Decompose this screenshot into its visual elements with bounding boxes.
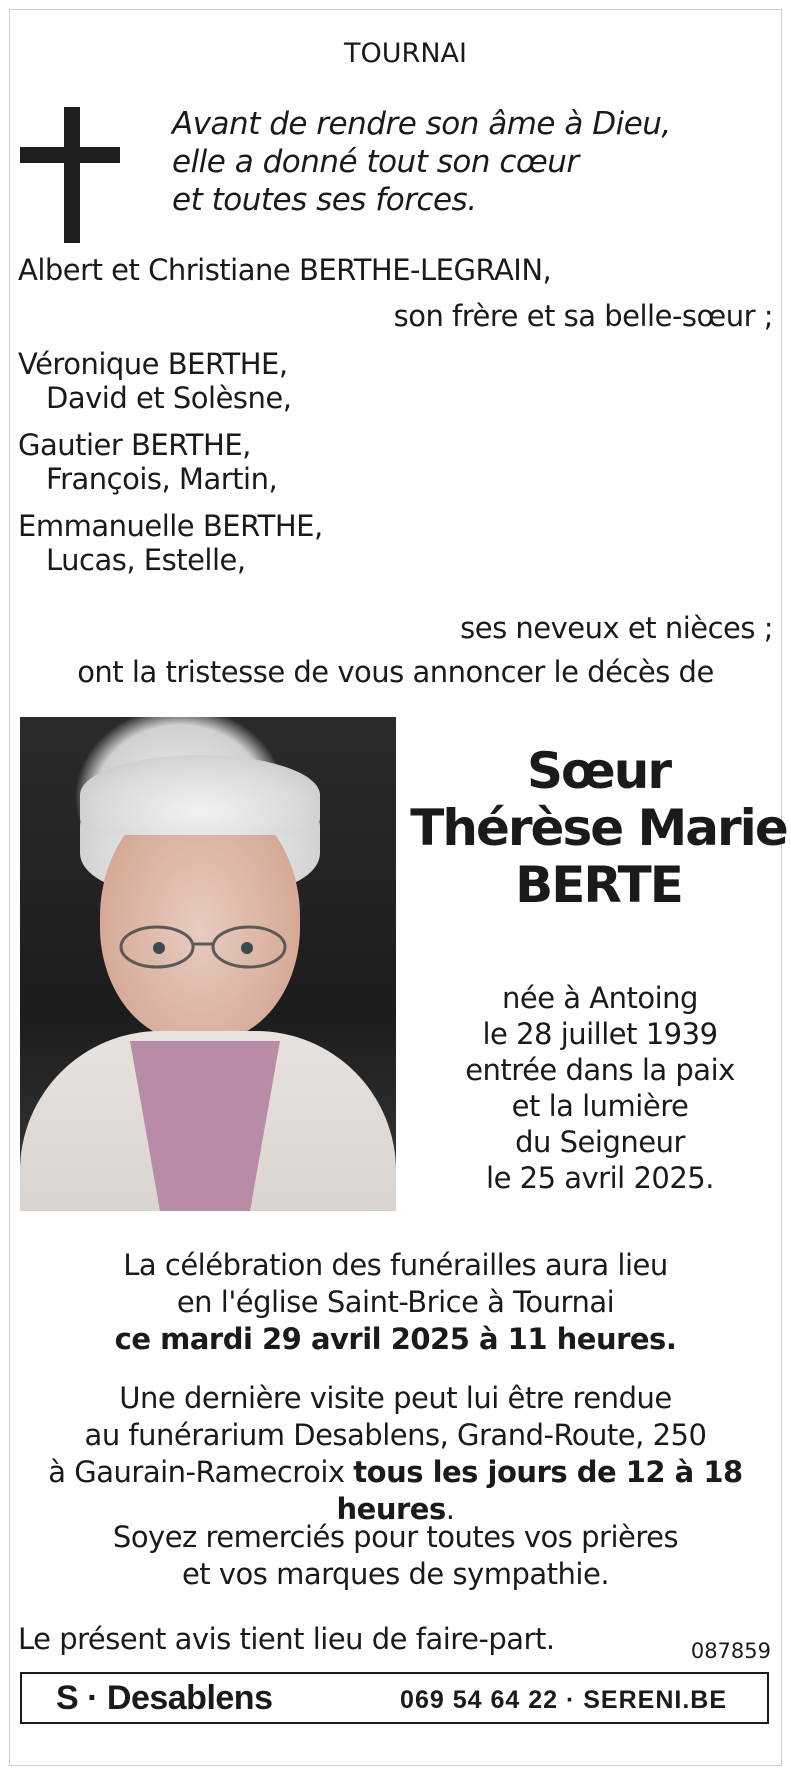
city-heading: TOURNAI xyxy=(344,38,467,69)
grandnephews-names: François, Martin, xyxy=(46,462,278,496)
obituary-notice xyxy=(10,10,787,1765)
visit-line: à Gaurain-Ramecroix tous les jours de 12 à 18 heures. xyxy=(48,1455,743,1526)
nephew-niece-name: Véronique BERTHE, xyxy=(18,347,288,381)
nephew-niece-name: Emmanuelle BERTHE, xyxy=(18,509,323,543)
nephew-niece-name: Gautier BERTHE, xyxy=(18,428,251,462)
reference-number: 087859 xyxy=(690,1639,771,1663)
epitaph-quote xyxy=(172,105,671,219)
visit-line: Une dernière visite peut lui être rendue xyxy=(119,1381,672,1415)
deceased-name xyxy=(396,743,791,914)
nephews-relation: ses neveux et nièces ; xyxy=(460,611,773,645)
bio-line: du Seigneur xyxy=(515,1125,685,1159)
bio-line: le 25 avril 2025. xyxy=(486,1161,714,1195)
quote-line: et toutes ses forces. xyxy=(172,182,477,218)
deceased-given-names: Thérèse Marie xyxy=(410,799,787,857)
bio-line: entrée dans la paix xyxy=(465,1053,735,1087)
deceased-bio xyxy=(420,980,780,1196)
funeral-date: ce mardi 29 avril 2025 à 11 heures. xyxy=(114,1322,677,1356)
cross-icon xyxy=(20,107,120,243)
deceased-photo xyxy=(20,717,396,1211)
grandnephews-names: Lucas, Estelle, xyxy=(46,543,246,577)
thanks-line: Soyez remerciés pour toutes vos prières xyxy=(112,1520,679,1554)
notice-line: Le présent avis tient lieu de faire-part. xyxy=(18,1622,555,1656)
grandnephews-names: David et Solèsne, xyxy=(46,381,292,415)
quote-line: elle a donné tout son cœur xyxy=(172,144,579,180)
funeral-line: La célébration des funérailles aura lieu xyxy=(123,1248,668,1282)
visitation-info xyxy=(10,1380,781,1528)
bio-line: et la lumière xyxy=(511,1089,689,1123)
family-list xyxy=(18,253,773,689)
bio-line: le 28 juillet 1939 xyxy=(482,1017,718,1051)
funeral-home-logo: S · Desablens xyxy=(56,1679,273,1717)
funeral-home-contact: 069 54 64 22 · SERENI.BE xyxy=(400,1686,727,1714)
thanks-line: et vos marques de sympathie. xyxy=(181,1557,610,1591)
deceased-title: Sœur xyxy=(527,742,670,800)
deceased-surname: BERTE xyxy=(515,856,682,914)
announcement-line: ont la tristesse de vous annoncer le décès de xyxy=(77,655,714,689)
funeral-line: en l'église Saint-Brice à Tournai xyxy=(176,1285,615,1319)
visit-hours: tous les jours de 12 à 18 heures xyxy=(336,1455,743,1526)
quote-line: Avant de rendre son âme à Dieu, xyxy=(172,106,671,142)
sibling-names: Albert et Christiane BERTHE-LEGRAIN, xyxy=(18,253,552,287)
visit-line: au funérarium Desablens, Grand-Route, 250 xyxy=(84,1418,707,1452)
bio-line: née à Antoing xyxy=(502,981,698,1015)
funeral-info xyxy=(10,1247,781,1358)
funeral-home-banner xyxy=(20,1672,769,1724)
sibling-relation: son frère et sa belle-sœur ; xyxy=(393,299,773,333)
thanks-message xyxy=(10,1519,781,1593)
